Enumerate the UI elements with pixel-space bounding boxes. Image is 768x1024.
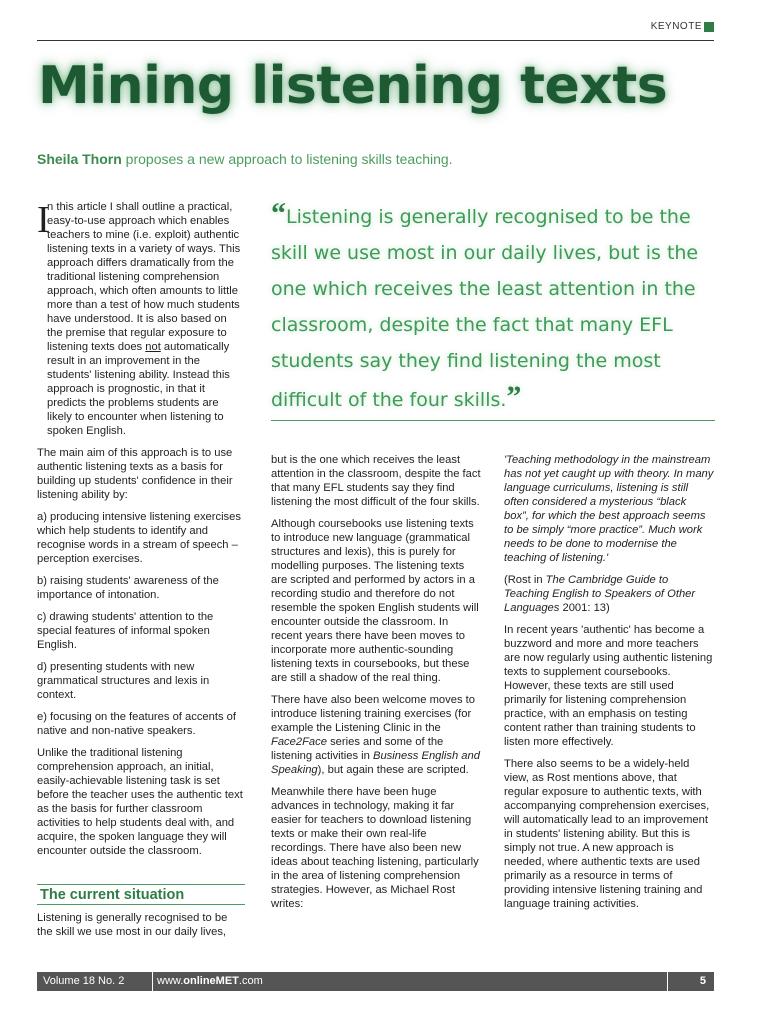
footer-divider	[152, 972, 153, 991]
intro-paragraph: I n this article I shall outline a practical, easy-to-use approach which enables teachers to mine (i.e. exploit) authentic listening texts in a variety of ways. This approach differs dramatically from the traditional listening comprehension approach, which often amounts to little more than a test of how much students have understood. It is also based on the premise that regular exposure to listening texts does not automatically result in an improvement in the students' listening ability. Instead this approach is prognostic, in that it predicts the problems students are likely to encounter when listening to spoken English.	[37, 199, 241, 437]
list-item: c) drawing students' attention to the special features of informal spoken English.	[37, 611, 214, 651]
column-1-continued	[37, 911, 245, 947]
pull-quote-text: Listening is generally recognised to be the skill we use most in our daily lives, but is the one which receives the least attention in the classroom, despite the fact that many EFL students say they find listening the most difficult of the four skills.	[271, 206, 699, 411]
header-rule	[37, 40, 714, 41]
paragraph: Although coursebooks use listening texts to introduce new language (grammatical structures and lexis), this is purely for modelling purposes. The listening texts are scripted and performed by actors in a recording studio and therefore do not resemble the spoken English students will encounter outside the classroom. In recent years there have been moves to incorporate more authentic-sounding listening texts in coursebooks, but these are still a shadow of the real thing.	[271, 518, 479, 684]
list-item: b) raising students' awareness of the importance of intonation.	[37, 575, 219, 601]
website-link[interactable]: www.onlineMET.com	[157, 975, 263, 987]
standfirst: proposes a new approach to listening skills teaching.	[121, 151, 453, 167]
list-item: a) producing intensive listening exercises which help students to identify and recognise words in a stream of speech – perception exercises.	[37, 511, 241, 565]
paragraph: The main aim of this approach is to use authentic listening texts as a basis for building up students' confidence in their listening ability by:	[37, 447, 233, 501]
author-name: Sheila Thorn	[37, 151, 122, 167]
open-quote-mark: “	[271, 197, 286, 230]
paragraph: Listening is generally recognised to be the skill we use most in our daily lives,	[37, 912, 228, 938]
footer-bar	[37, 972, 714, 991]
column-3	[504, 453, 714, 919]
paragraph: Meanwhile there have been huge advances in technology, making it far easier for teachers to download listening texts or make their own real-life recordings. There have also been new ideas about teaching listening, particularly in the area of listening comprehension strategies. However, as Michael Rost writes:	[271, 786, 479, 910]
footer-divider	[667, 972, 668, 991]
drop-cap: I	[37, 199, 50, 241]
paragraph: There have also been welcome moves to introduce listening training exercises (for example the Listening Clinic in the Face2Face series and some of the listening activities in Business English and Speaking), but again these are scripted.	[271, 694, 480, 776]
block-quote: 'Teaching methodology in the mainstream has not yet caught up with theory. In many language curriculums, listening is still often considered a mysterious “black box”, for which the best approach seems to be simply “more practice”. Much work needs to be done to modernise the teaching of listening.'	[504, 454, 714, 564]
section-square-icon	[704, 22, 714, 32]
list-item: d) presenting students with new grammatical structures and lexis in context.	[37, 661, 210, 701]
paragraph: There also seems to be a widely-held view, as Rost mentions above, that regular exposure to authentic texts, with accompanying comprehension exercises, will automatically lead to an improvement in students' listening ability. But this is simply not true. A new approach is needed, where authentic texts are used primarily as a resource in terms of providing intensive listening training and language training activities.	[504, 758, 710, 910]
volume-label: Volume 18 No. 2	[43, 975, 125, 987]
list-item: e) focusing on the features of accents of native and non-native speakers.	[37, 711, 237, 737]
citation: (Rost in The Cambridge Guide to Teaching English to Speakers of Other Languages 2001: 13)	[504, 574, 696, 614]
column-1	[37, 200, 245, 866]
page-number: 5	[699, 975, 706, 987]
paragraph: but is the one which receives the least attention in the classroom, despite the fact that many EFL students say they find listening the most difficult of the four skills.	[271, 454, 481, 508]
pull-quote-rule	[271, 420, 715, 421]
close-quote-mark: ”	[506, 380, 522, 413]
column-2	[271, 453, 481, 919]
section-label: KEYNOTE	[650, 21, 702, 32]
paragraph: In recent years 'authentic' has become a buzzword and more and more teachers are now regularly using authentic listening texts to supplement coursebooks. However, these texts are still used primarily for listening comprehension practice, with an emphasis on testing content rather than training students to listen more effectively.	[504, 624, 713, 748]
article-title: Mining listening texts	[38, 56, 668, 116]
pull-quote	[271, 196, 715, 418]
subheading: The current situation	[40, 887, 185, 903]
byline	[37, 151, 453, 167]
paragraph: Unlike the traditional listening comprehension approach, an initial, easily-achievable listening task is set before the teacher uses the authentic text as the basis for further classroom activities to help students deal with, and acquire, the spoken language they will encounter outside the classroom.	[37, 747, 243, 857]
subheading-box	[37, 884, 245, 905]
subheading-rule	[37, 904, 245, 905]
